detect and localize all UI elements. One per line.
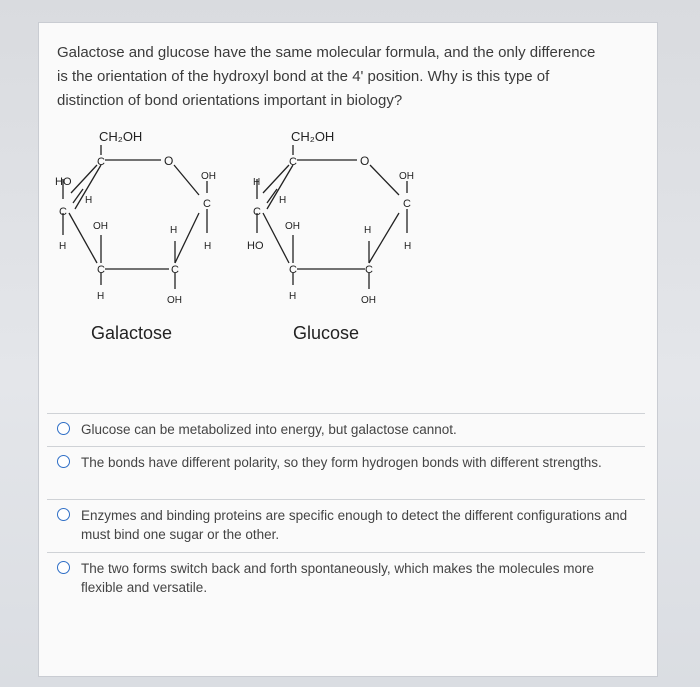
radio-icon[interactable]	[57, 561, 70, 574]
glucose-ring-o-label: O	[360, 154, 370, 168]
galactose-ch2oh-label: CH₂OH	[99, 129, 143, 144]
galactose-c4-label: C	[59, 206, 67, 218]
question-line-2: is the orientation of the hydroxyl bond at the 4' position. Why is this type of	[57, 68, 550, 85]
galactose-c1-oh-label: OH	[201, 171, 216, 182]
answer-option-3-text: Enzymes and binding proteins are specific enough to detect the different configurations and must bind one sugar or the other.	[81, 508, 628, 542]
glucose-c2-oh-label: OH	[361, 295, 376, 306]
glucose-c5-label: C	[289, 156, 297, 168]
glucose-c4-h-label: H	[253, 177, 261, 188]
galactose-labels	[55, 129, 216, 343]
structures-svg	[39, 123, 659, 363]
question-card	[38, 22, 658, 677]
glucose-structure	[257, 145, 407, 289]
galactose-c4-h-label: H	[59, 241, 67, 252]
galactose-c2-label: C	[171, 264, 179, 276]
answer-option-1-text: Glucose can be metabolized into energy, but galactose cannot.	[81, 422, 457, 437]
answer-option-2-text: The bonds have different polarity, so they form hydrogen bonds with different strengths.	[81, 455, 602, 470]
glucose-c3-h-label: H	[289, 291, 297, 302]
galactose-c5-h-label: H	[85, 195, 93, 206]
answer-option-2[interactable]	[47, 446, 645, 499]
radio-icon[interactable]	[57, 508, 70, 521]
glucose-c1-h-label: H	[404, 241, 412, 252]
answer-option-3[interactable]	[47, 499, 645, 552]
sugar-structures-figure	[39, 123, 659, 363]
answer-option-4-text: The two forms switch back and forth spontaneously, which makes the molecules more flexible and versatile.	[81, 561, 594, 595]
glucose-c1-oh-label: OH	[399, 171, 414, 182]
question-line-3: distinction of bond orientations important in biology?	[57, 92, 403, 109]
glucose-c3-oh-label: OH	[285, 221, 300, 232]
glucose-c4-label: C	[253, 206, 261, 218]
galactose-c3-oh-label: OH	[93, 221, 108, 232]
radio-icon[interactable]	[57, 455, 70, 468]
glucose-c2-label: C	[365, 264, 373, 276]
galactose-name: Galactose	[91, 323, 173, 343]
glucose-c2-h-label: H	[364, 225, 372, 236]
galactose-structure	[63, 145, 207, 289]
galactose-c3-h-label: H	[97, 291, 105, 302]
answer-options	[39, 413, 659, 605]
question-line-1: Galactose and glucose have the same molecular formula, and the only difference	[57, 44, 596, 61]
galactose-c3-label: C	[97, 264, 105, 276]
galactose-c2-h-label: H	[170, 225, 178, 236]
glucose-c3-label: C	[289, 264, 297, 276]
glucose-name: Glucose	[293, 323, 360, 343]
galactose-c5-label: C	[97, 156, 105, 168]
question-text	[57, 41, 637, 113]
galactose-c4-ho-label: HO	[55, 176, 72, 188]
glucose-ch2oh-label: CH₂OH	[291, 129, 335, 144]
galactose-c1-label: C	[203, 198, 211, 210]
glucose-c1-label: C	[403, 198, 411, 210]
galactose-c1-h-label: H	[204, 241, 212, 252]
radio-icon[interactable]	[57, 422, 70, 435]
answer-option-4[interactable]	[47, 552, 645, 605]
glucose-c5-h-label: H	[279, 195, 287, 206]
glucose-labels	[247, 129, 414, 343]
galactose-c2-oh-label: OH	[167, 295, 182, 306]
galactose-ring-o-label: O	[164, 154, 174, 168]
answer-option-1[interactable]	[47, 413, 645, 446]
glucose-c4-ho-label: HO	[247, 240, 264, 252]
